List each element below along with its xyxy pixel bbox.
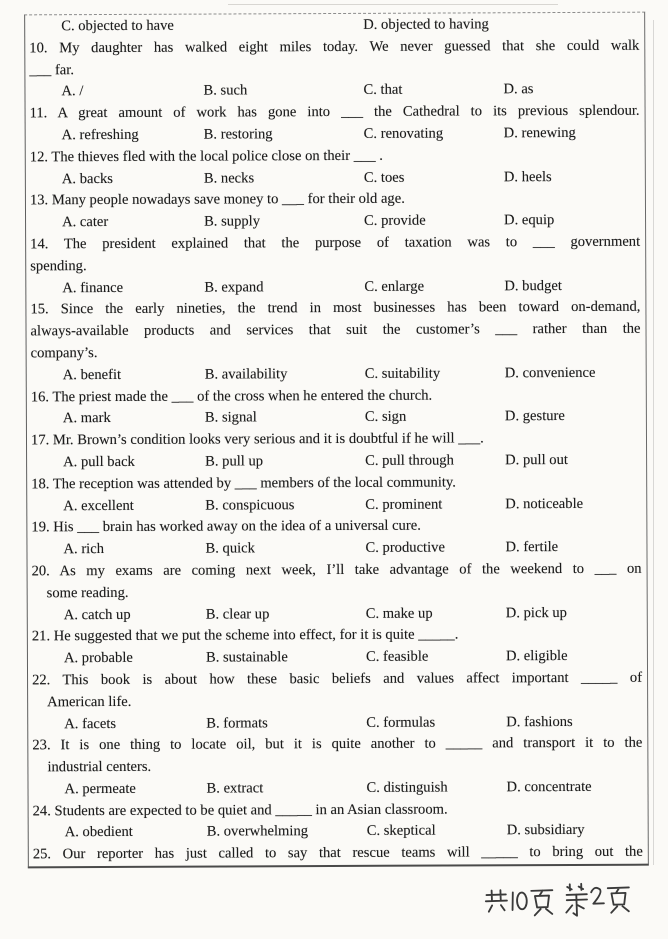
question-line: 11. A great amount of work has gone into ___ the Cathedral to its previous splendour.: [29, 102, 640, 122]
question-line: always-available products and services that suit the customer’s ___ rather than the: [30, 320, 641, 340]
option-b: B. supply: [204, 213, 261, 230]
option-b: B. quick: [205, 540, 255, 557]
question-line: spending.: [30, 257, 87, 275]
option-b: B. availability: [204, 365, 288, 383]
options-row: [27, 493, 644, 517]
option-d: D. equip: [504, 212, 555, 229]
question-line: 14. The president explained that the purpose of taxation was to ___ government: [30, 233, 641, 253]
option-d: D. pull out: [505, 451, 568, 469]
option-c: C. sign: [364, 409, 407, 426]
options-row: [26, 123, 643, 147]
option-d: D. noticeable: [505, 495, 584, 512]
option-d: D. renewing: [503, 124, 576, 142]
question-line: 12. The thieves fled with the local police close on their ___ .: [29, 147, 383, 166]
option-b: B. extract: [206, 780, 264, 797]
option-c: C. distinguish: [366, 779, 448, 796]
options-row: [26, 166, 643, 190]
options-row: [25, 14, 642, 38]
option-a: A. permeate: [64, 780, 136, 798]
option-a: A. excellent: [63, 497, 134, 514]
option-a: A. cater: [62, 214, 109, 231]
option-b: B. signal: [204, 409, 257, 426]
handwritten-page-note: [469, 879, 648, 929]
options-row: [28, 711, 645, 735]
option-b: B. formats: [206, 714, 268, 732]
option-c: C. make up: [365, 605, 433, 622]
option-a: A. rich: [63, 541, 105, 558]
option-d: D. eligible: [505, 648, 568, 665]
question-line: 13. Many people nowadays save money to ___ for their old age.: [29, 191, 405, 209]
option-b: B. conspicuous: [205, 496, 295, 514]
option-c: C. prominent: [365, 496, 443, 513]
option-a: A. finance: [62, 279, 124, 296]
option-c: C. formulas: [366, 714, 436, 731]
options-row: [27, 537, 644, 561]
option-c: C. skeptical: [366, 823, 436, 840]
question-line: 16. The priest made the ___ of the cross when he entered the church.: [30, 387, 433, 405]
option-c: C. renovating: [363, 125, 444, 142]
questions-box: [24, 12, 649, 869]
option-a: A. refreshing: [61, 126, 139, 144]
option-d: D. pick up: [505, 604, 568, 621]
option-d: D. as: [503, 81, 534, 98]
question-line: company’s.: [30, 344, 98, 362]
options-row: [25, 79, 642, 103]
options-row: [29, 820, 646, 844]
option-a: A. pull back: [63, 453, 135, 471]
option-c: C. feasible: [365, 648, 429, 665]
scan-artifact-border-ghost: [653, 20, 654, 865]
option-b: B. such: [203, 82, 248, 99]
option-d: D. objected to having: [363, 16, 489, 33]
option-d: D. convenience: [504, 364, 596, 382]
option-a: A. catch up: [63, 606, 131, 623]
question-line: industrial centers.: [47, 758, 152, 776]
option-a: A. /: [61, 83, 84, 100]
option-d: D. concentrate: [506, 778, 592, 796]
option-b: B. necks: [203, 169, 255, 187]
question-line: 21. He suggested that we put the scheme into effect, for it is quite _____.: [31, 626, 459, 645]
question-line: 15. Since the early nineties, the trend in most businesses has been toward on-demand,: [30, 299, 641, 318]
options-row: [27, 450, 644, 474]
option-b: B. sustainable: [205, 649, 288, 666]
question-line: 20. As my exams are coming next week, I’ll take advantage of the weekend to ___ on: [31, 560, 642, 580]
question-line: American life.: [47, 693, 132, 710]
option-c: C. enlarge: [364, 278, 425, 295]
option-b: B. restoring: [203, 126, 273, 143]
option-d: D. heels: [503, 168, 552, 185]
question-line: some reading.: [46, 584, 129, 601]
option-c: C. pull through: [365, 452, 454, 469]
question-line: 18. The reception was attended by ___ members of the local community.: [31, 474, 456, 493]
option-b: B. clear up: [205, 605, 270, 623]
option-b: B. expand: [204, 278, 264, 296]
options-row: [26, 275, 643, 299]
option-c: C. toes: [363, 169, 405, 186]
option-b: B. pull up: [205, 453, 264, 470]
handwriting-strokes-icon: [469, 879, 648, 929]
option-a: A. facets: [64, 715, 117, 732]
question-line: 17. Mr. Brown’s condition looks very serious and it is doubtful if he will ___.: [30, 430, 484, 449]
option-a: A. obedient: [64, 824, 133, 841]
option-c: C. provide: [364, 212, 426, 230]
option-c: C. that: [363, 82, 403, 99]
option-c: C. productive: [365, 539, 445, 556]
option-d: D. budget: [504, 277, 562, 294]
option-d: D. subsidiary: [506, 822, 585, 839]
option-c: C. suitability: [364, 365, 441, 382]
scan-artifact-line: [228, 4, 558, 5]
question-line: 24. Students are expected to be quiet and _____ in an Asian classroom.: [32, 801, 448, 820]
options-row: [27, 362, 644, 386]
option-d: D. gesture: [504, 408, 565, 425]
option-a: A. probable: [63, 650, 133, 667]
option-a: A. mark: [62, 410, 111, 427]
question-line: 19. His ___ brain has worked away on the idea of a universal cure.: [31, 517, 421, 536]
question-line: ___ far.: [29, 61, 75, 78]
question-line: 10. My daughter has walked eight miles today. We never guessed that she could walk: [29, 37, 640, 57]
question-line: 25. Our reporter has just called to say that rescue teams will _____ to bring out the: [32, 843, 643, 863]
option-d: D. fashions: [506, 713, 573, 730]
question-line: 23. It is one thing to locate oil, but it is quite another to _____ and transport it to the: [32, 734, 643, 754]
options-row: [28, 646, 645, 670]
option-d: D. fertile: [505, 539, 559, 556]
option-b: B. overwhelming: [206, 823, 309, 841]
options-row: [27, 406, 644, 430]
option-c: C. objected to have: [61, 17, 174, 35]
options-row: [28, 777, 645, 801]
question-line: 22. This book is about how these basic beliefs and values affect important _____ of: [32, 669, 643, 689]
option-a: A. backs: [61, 170, 113, 187]
options-row: [28, 602, 645, 626]
option-a: A. benefit: [62, 366, 122, 383]
options-row: [26, 210, 643, 234]
